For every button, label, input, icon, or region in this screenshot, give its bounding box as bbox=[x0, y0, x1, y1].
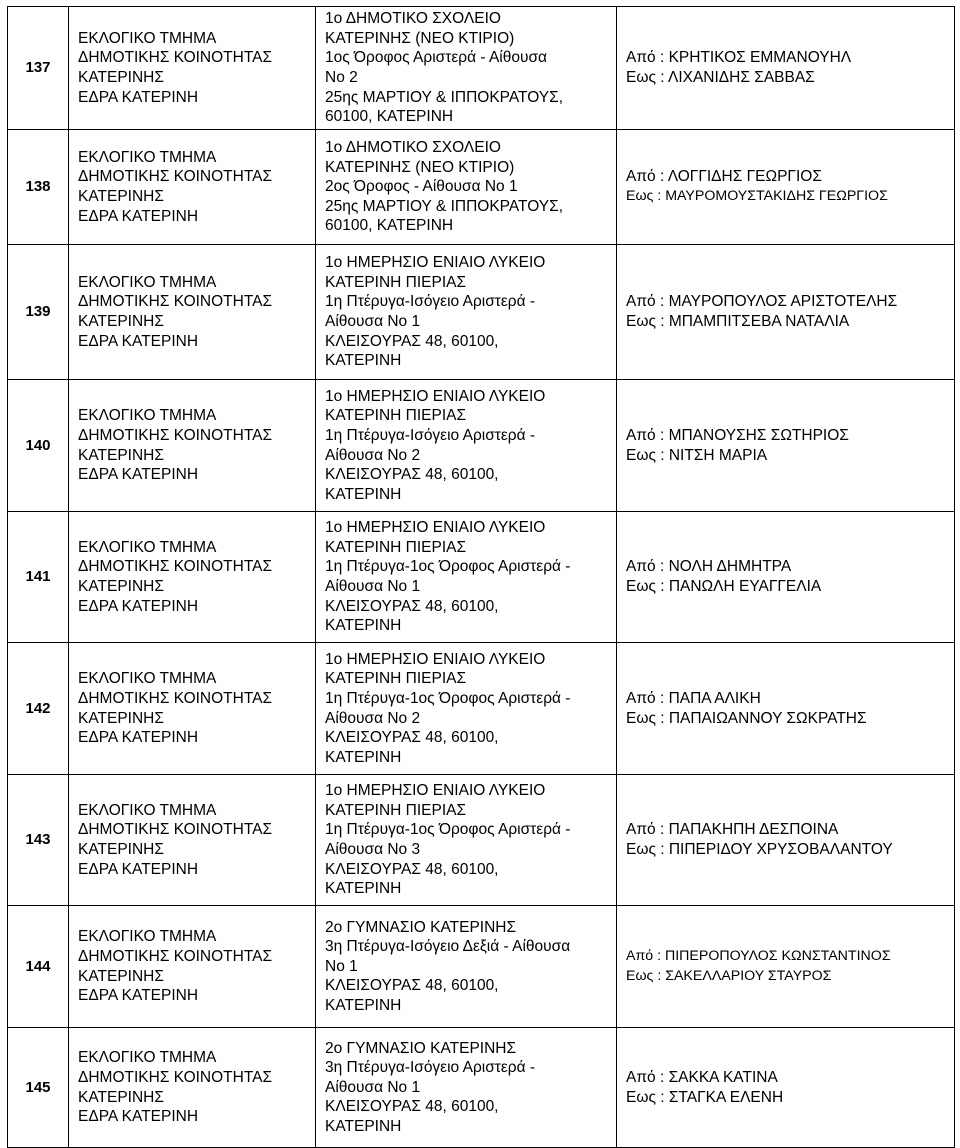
location-line: ΚΑΤΕΡΙΝΗ bbox=[325, 748, 402, 766]
location-line: 3η Πτέρυγα-Ισόγειο Αριστερά - bbox=[325, 1059, 536, 1077]
section-line: ΚΑΤΕΡΙΝΗΣ bbox=[78, 967, 164, 985]
location-line: 2ος Όροφος - Αίθουσα Νο 1 bbox=[325, 178, 518, 196]
section-line: ΕΚΛΟΓΙΚΟ ΤΜΗΜΑ bbox=[78, 1049, 217, 1067]
section-line: ΕΚΛΟΓΙΚΟ ΤΜΗΜΑ bbox=[78, 538, 217, 556]
row-number: 145 bbox=[8, 1028, 69, 1148]
section-cell bbox=[69, 775, 316, 906]
section-line: ΕΔΡΑ ΚΑΤΕΡΙΝΗ bbox=[78, 1108, 199, 1126]
range-from: Από : ΝΟΛΗ ΔΗΜΗΤΡΑ bbox=[626, 558, 792, 576]
location-line: 1ο ΗΜΕΡΗΣΙΟ ΕΝΙΑΙΟ ΛΥΚΕΙΟ bbox=[325, 519, 546, 537]
location-line: 25ης ΜΑΡΤΙΟΥ & ΙΠΠΟΚΡΑΤΟΥΣ, bbox=[325, 88, 564, 106]
section-line: ΕΔΡΑ ΚΑΤΕΡΙΝΗ bbox=[78, 597, 199, 615]
range-from: Από : ΣΑΚΚΑ ΚΑΤΙΝΑ bbox=[626, 1068, 778, 1086]
section-line: ΚΑΤΕΡΙΝΗΣ bbox=[78, 69, 164, 86]
range-from: Από : ΜΑΥΡΟΠΟΥΛΟΣ ΑΡΙΣΤΟΤΕΛΗΣ bbox=[626, 293, 898, 311]
range-to: Εως : ΣΤΑΓΚΑ ΕΛΕΝΗ bbox=[626, 1088, 784, 1106]
table-row bbox=[8, 7, 955, 130]
section-cell bbox=[69, 512, 316, 643]
range-to: Εως : ΠΑΝΩΛΗ ΕΥΑΓΓΕΛΙΑ bbox=[626, 578, 822, 595]
row-number: 137 bbox=[8, 7, 69, 130]
location-line: ΚΑΤΕΡΙΝΗ ΠΙΕΡΙΑΣ bbox=[325, 273, 467, 291]
table-body bbox=[8, 7, 955, 1148]
location-line: Αίθουσα Νο 2 bbox=[325, 446, 421, 464]
section-cell bbox=[69, 643, 316, 775]
row-number: 141 bbox=[8, 512, 69, 643]
section-line: ΕΚΛΟΓΙΚΟ ΤΜΗΜΑ bbox=[78, 29, 217, 47]
location-line: 1ο ΔΗΜΟΤΙΚΟ ΣΧΟΛΕΙΟ bbox=[325, 10, 501, 28]
location-cell bbox=[316, 643, 617, 775]
location-cell bbox=[316, 906, 617, 1028]
row-number: 144 bbox=[8, 906, 69, 1028]
table-row bbox=[8, 130, 955, 245]
location-line: ΚΛΕΙΣΟΥΡΑΣ 48, 60100, bbox=[325, 466, 499, 484]
location-line: 60100, ΚΑΤΕΡΙΝΗ bbox=[325, 108, 454, 126]
voter-range-cell bbox=[617, 775, 955, 906]
location-line: 1ο ΗΜΕΡΗΣΙΟ ΕΝΙΑΙΟ ΛΥΚΕΙΟ bbox=[325, 254, 546, 272]
location-line: 3η Πτέρυγα-Ισόγειο Δεξιά - Αίθουσα bbox=[325, 938, 571, 956]
section-line: ΔΗΜΟΤΙΚΗΣ ΚΟΙΝΟΤΗΤΑΣ bbox=[78, 947, 273, 965]
location-line: Αίθουσα Νο 2 bbox=[325, 709, 421, 727]
table-row bbox=[8, 906, 955, 1028]
location-line: 25ης ΜΑΡΤΙΟΥ & ΙΠΠΟΚΡΑΤΟΥΣ, bbox=[325, 197, 564, 215]
location-line: Νο 2 bbox=[325, 69, 358, 86]
section-line: ΔΗΜΟΤΙΚΗΣ ΚΟΙΝΟΤΗΤΑΣ bbox=[78, 426, 273, 444]
location-line: 1ο ΗΜΕΡΗΣΙΟ ΕΝΙΑΙΟ ΛΥΚΕΙΟ bbox=[325, 650, 546, 668]
section-line: ΚΑΤΕΡΙΝΗΣ bbox=[78, 841, 164, 858]
range-to: Εως : ΠΙΠΕΡΙΔΟΥ ΧΡΥΣΟΒΑΛΑΝΤΟΥ bbox=[626, 841, 893, 858]
section-line: ΕΔΡΑ ΚΑΤΕΡΙΝΗ bbox=[78, 987, 199, 1005]
section-line: ΕΔΡΑ ΚΑΤΕΡΙΝΗ bbox=[78, 729, 199, 747]
section-line: ΕΔΡΑ ΚΑΤΕΡΙΝΗ bbox=[78, 860, 199, 878]
section-line: ΕΔΡΑ ΚΑΤΕΡΙΝΗ bbox=[78, 466, 199, 484]
location-line: Νο 1 bbox=[325, 957, 358, 975]
location-line: ΚΑΤΕΡΙΝΗ ΠΙΕΡΙΑΣ bbox=[325, 801, 467, 819]
location-line: ΚΑΤΕΡΙΝΗ bbox=[325, 880, 402, 898]
location-line: 1η Πτέρυγα-Ισόγειο Αριστερά - bbox=[325, 293, 536, 311]
section-cell bbox=[69, 906, 316, 1028]
location-line: ΚΛΕΙΣΟΥΡΑΣ 48, 60100, bbox=[325, 729, 499, 747]
location-line: ΚΑΤΕΡΙΝΗ bbox=[325, 996, 402, 1014]
location-line: 1ος Όροφος Αριστερά - Αίθουσα bbox=[325, 49, 547, 67]
section-line: ΚΑΤΕΡΙΝΗΣ bbox=[78, 578, 164, 595]
table-row bbox=[8, 1028, 955, 1148]
section-line: ΕΔΡΑ ΚΑΤΕΡΙΝΗ bbox=[78, 88, 199, 106]
table-row bbox=[8, 245, 955, 380]
voter-range-cell bbox=[617, 1028, 955, 1148]
location-line: 1η Πτέρυγα-Ισόγειο Αριστερά - bbox=[325, 426, 536, 444]
polling-stations-table bbox=[7, 6, 955, 1148]
section-line: ΚΑΤΕΡΙΝΗΣ bbox=[78, 313, 164, 330]
section-cell bbox=[69, 130, 316, 245]
location-line: 1η Πτέρυγα-1ος Όροφος Αριστερά - bbox=[325, 689, 571, 707]
voter-range-cell bbox=[617, 643, 955, 775]
voter-range-cell bbox=[617, 130, 955, 245]
range-to: Εως : ΛΙΧΑΝΙΔΗΣ ΣΑΒΒΑΣ bbox=[626, 69, 815, 86]
location-cell bbox=[316, 380, 617, 512]
range-to: Εως : ΣΑΚΕΛΛΑΡΙΟΥ ΣΤΑΥΡΟΣ bbox=[626, 967, 832, 984]
location-cell bbox=[316, 7, 617, 130]
section-line: ΔΗΜΟΤΙΚΗΣ ΚΟΙΝΟΤΗΤΑΣ bbox=[78, 49, 273, 67]
section-line: ΕΚΛΟΓΙΚΟ ΤΜΗΜΑ bbox=[78, 801, 217, 819]
location-line: 1η Πτέρυγα-1ος Όροφος Αριστερά - bbox=[325, 558, 571, 576]
voter-range-cell bbox=[617, 906, 955, 1028]
location-line: ΚΛΕΙΣΟΥΡΑΣ 48, 60100, bbox=[325, 332, 499, 350]
location-line: Αίθουσα Νο 1 bbox=[325, 313, 421, 330]
voter-range-cell bbox=[617, 380, 955, 512]
table-row bbox=[8, 643, 955, 775]
row-number: 140 bbox=[8, 380, 69, 512]
table-row bbox=[8, 512, 955, 643]
section-line: ΚΑΤΕΡΙΝΗΣ bbox=[78, 188, 164, 205]
section-line: ΚΑΤΕΡΙΝΗΣ bbox=[78, 1088, 164, 1106]
section-line: ΕΚΛΟΓΙΚΟ ΤΜΗΜΑ bbox=[78, 273, 217, 291]
location-line: Αίθουσα Νο 3 bbox=[325, 841, 421, 858]
location-line: Αίθουσα Νο 1 bbox=[325, 1078, 421, 1096]
location-line: ΚΑΤΕΡΙΝΗ ΠΙΕΡΙΑΣ bbox=[325, 538, 467, 556]
location-cell bbox=[316, 775, 617, 906]
section-line: ΔΗΜΟΤΙΚΗΣ ΚΟΙΝΟΤΗΤΑΣ bbox=[78, 689, 273, 707]
range-to: Εως : ΜΑΥΡΟΜΟΥΣΤΑΚΙΔΗΣ ΓΕΩΡΓΙΟΣ bbox=[626, 188, 888, 204]
row-number: 143 bbox=[8, 775, 69, 906]
location-line: ΚΑΤΕΡΙΝΗ bbox=[325, 485, 402, 503]
location-line: 1ο ΗΜΕΡΗΣΙΟ ΕΝΙΑΙΟ ΛΥΚΕΙΟ bbox=[325, 782, 546, 800]
section-line: ΔΗΜΟΤΙΚΗΣ ΚΟΙΝΟΤΗΤΑΣ bbox=[78, 293, 273, 311]
section-cell bbox=[69, 380, 316, 512]
range-from: Από : ΚΡΗΤΙΚΟΣ ΕΜΜΑΝΟΥΗΛ bbox=[626, 49, 852, 67]
location-line: 2ο ΓΥΜΝΑΣΙΟ ΚΑΤΕΡΙΝΗΣ bbox=[325, 1039, 517, 1057]
location-line: ΚΑΤΕΡΙΝΗΣ (ΝΕΟ ΚΤΙΡΙΟ) bbox=[325, 29, 515, 47]
range-from: Από : ΜΠΑΝΟΥΣΗΣ ΣΩΤΗΡΙΟΣ bbox=[626, 426, 849, 444]
location-line: 1ο ΔΗΜΟΤΙΚΟ ΣΧΟΛΕΙΟ bbox=[325, 139, 501, 157]
location-line: ΚΑΤΕΡΙΝΗ ΠΙΕΡΙΑΣ bbox=[325, 407, 467, 425]
section-line: ΔΗΜΟΤΙΚΗΣ ΚΟΙΝΟΤΗΤΑΣ bbox=[78, 1068, 273, 1086]
location-line: ΚΑΤΕΡΙΝΗ bbox=[325, 352, 402, 370]
section-line: ΕΚΛΟΓΙΚΟ ΤΜΗΜΑ bbox=[78, 670, 217, 688]
section-line: ΚΑΤΕΡΙΝΗΣ bbox=[78, 446, 164, 464]
location-line: 60100, ΚΑΤΕΡΙΝΗ bbox=[325, 217, 454, 235]
voter-range-cell bbox=[617, 512, 955, 643]
location-line: ΚΑΤΕΡΙΝΗ ΠΙΕΡΙΑΣ bbox=[325, 670, 467, 688]
section-cell bbox=[69, 7, 316, 130]
location-line: ΚΑΤΕΡΙΝΗΣ (ΝΕΟ ΚΤΙΡΙΟ) bbox=[325, 158, 515, 176]
row-number: 142 bbox=[8, 643, 69, 775]
location-cell bbox=[316, 130, 617, 245]
location-cell bbox=[316, 245, 617, 380]
table-row bbox=[8, 775, 955, 906]
range-from: Από : ΠΙΠΕΡΟΠΟΥΛΟΣ ΚΩΝΣΤΑΝΤΙΝΟΣ bbox=[626, 947, 891, 964]
section-cell bbox=[69, 1028, 316, 1148]
section-line: ΕΔΡΑ ΚΑΤΕΡΙΝΗ bbox=[78, 332, 199, 350]
location-line: ΚΛΕΙΣΟΥΡΑΣ 48, 60100, bbox=[325, 977, 499, 995]
range-to: Εως : ΠΑΠΑΙΩΑΝΝΟΥ ΣΩΚΡΑΤΗΣ bbox=[626, 709, 867, 727]
location-line: 1ο ΗΜΕΡΗΣΙΟ ΕΝΙΑΙΟ ΛΥΚΕΙΟ bbox=[325, 387, 546, 405]
location-line: ΚΛΕΙΣΟΥΡΑΣ 48, 60100, bbox=[325, 597, 499, 615]
location-line: Αίθουσα Νο 1 bbox=[325, 578, 421, 595]
location-line: ΚΛΕΙΣΟΥΡΑΣ 48, 60100, bbox=[325, 860, 499, 878]
location-line: ΚΑΤΕΡΙΝΗ bbox=[325, 1117, 402, 1135]
location-line: ΚΑΤΕΡΙΝΗ bbox=[325, 617, 402, 635]
location-line: ΚΛΕΙΣΟΥΡΑΣ 48, 60100, bbox=[325, 1098, 499, 1116]
section-line: ΚΑΤΕΡΙΝΗΣ bbox=[78, 709, 164, 727]
voter-range-cell bbox=[617, 245, 955, 380]
range-from: Από : ΠΑΠΑΚΗΠΗ ΔΕΣΠΟΙΝΑ bbox=[626, 821, 839, 839]
section-cell bbox=[69, 245, 316, 380]
location-line: 2ο ΓΥΜΝΑΣΙΟ ΚΑΤΕΡΙΝΗΣ bbox=[325, 918, 517, 936]
row-number: 139 bbox=[8, 245, 69, 380]
range-from: Από : ΛΟΓΓΙΔΗΣ ΓΕΩΡΓΙΟΣ bbox=[626, 168, 822, 186]
section-line: ΔΗΜΟΤΙΚΗΣ ΚΟΙΝΟΤΗΤΑΣ bbox=[78, 168, 273, 186]
location-cell bbox=[316, 1028, 617, 1148]
section-line: ΔΗΜΟΤΙΚΗΣ ΚΟΙΝΟΤΗΤΑΣ bbox=[78, 821, 273, 839]
location-line: 1η Πτέρυγα-1ος Όροφος Αριστερά - bbox=[325, 821, 571, 839]
range-to: Εως : ΝΙΤΣΗ ΜΑΡΙΑ bbox=[626, 446, 768, 464]
range-to: Εως : ΜΠΑΜΠΙΤΣΕΒΑ ΝΑΤΑΛΙΑ bbox=[626, 313, 850, 330]
range-from: Από : ΠΑΠΑ ΑΛΙΚΗ bbox=[626, 689, 761, 707]
table-row bbox=[8, 380, 955, 512]
section-line: ΔΗΜΟΤΙΚΗΣ ΚΟΙΝΟΤΗΤΑΣ bbox=[78, 558, 273, 576]
section-line: ΕΔΡΑ ΚΑΤΕΡΙΝΗ bbox=[78, 207, 199, 225]
location-cell bbox=[316, 512, 617, 643]
section-line: ΕΚΛΟΓΙΚΟ ΤΜΗΜΑ bbox=[78, 148, 217, 166]
row-number: 138 bbox=[8, 130, 69, 245]
section-line: ΕΚΛΟΓΙΚΟ ΤΜΗΜΑ bbox=[78, 407, 217, 425]
section-line: ΕΚΛΟΓΙΚΟ ΤΜΗΜΑ bbox=[78, 928, 217, 946]
voter-range-cell bbox=[617, 7, 955, 130]
